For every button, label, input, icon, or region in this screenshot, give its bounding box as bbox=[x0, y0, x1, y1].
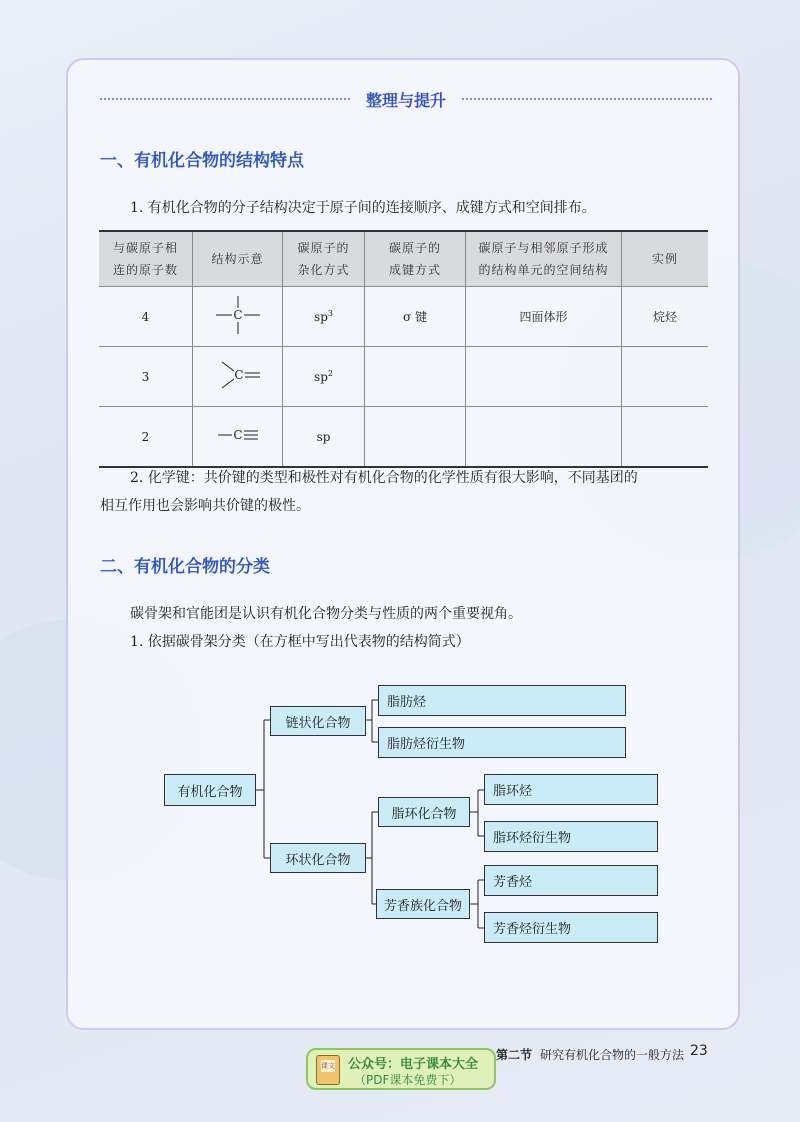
tree-alicyclic-child-box[interactable]: 脂环烃 bbox=[484, 774, 658, 805]
banner-line1: 公众号：电子课本大全 bbox=[348, 1057, 479, 1072]
tree-aromatic-child-box[interactable]: 芳香烃衍生物 bbox=[484, 912, 658, 943]
cell-example: 烷烃 bbox=[622, 287, 709, 347]
section2-heading: 二、有机化合物的分类 bbox=[100, 557, 270, 577]
section1-point2-line1: 2. 化学键：共价键的类型和极性对有机化合物的化学性质有很大影响，不同基团的 bbox=[130, 470, 638, 486]
tree-alicyclic-box: 脂环化合物 bbox=[378, 797, 470, 827]
header-bond-type: 碳原子的 成键方式 bbox=[365, 231, 466, 287]
tree-aromatic-box: 芳香族化合物 bbox=[376, 889, 470, 919]
page-title: 整理与提升 bbox=[365, 91, 446, 110]
cell-shape: 四面体形 bbox=[466, 287, 622, 347]
cell-count: 4 bbox=[99, 287, 193, 347]
svg-text:C: C bbox=[232, 428, 243, 442]
tree-chain-child-box[interactable]: 脂肪烃衍生物 bbox=[378, 727, 626, 758]
cell-hybrid: sp bbox=[283, 407, 365, 468]
header-spatial: 碳原子与相邻原子形成 的结构单元的空间结构 bbox=[466, 231, 622, 287]
footer-section: 第二节 bbox=[496, 1048, 533, 1062]
section2-intro: 碳骨架和官能团是认识有机化合物分类与性质的两个重要视角。 bbox=[130, 606, 522, 622]
book-icon: 课文 bbox=[316, 1055, 340, 1085]
section1-heading: 一、有机化合物的结构特点 bbox=[100, 151, 304, 171]
page-number: 23 bbox=[690, 1043, 708, 1059]
tree-aromatic-child-box[interactable]: 芳香烃 bbox=[484, 865, 658, 896]
watermark-banner bbox=[306, 1048, 496, 1090]
section1-point1: 1. 有机化合物的分子结构决定于原子间的连接顺序、成键方式和空间排布。 bbox=[130, 200, 596, 216]
svg-text:C: C bbox=[233, 368, 244, 382]
cell-hybrid: $sp^3$ bbox=[283, 287, 365, 347]
tree-chain-child-box[interactable]: 脂肪烃 bbox=[378, 685, 626, 716]
header-structure: 结构示意 bbox=[193, 231, 283, 287]
cell-hybrid: $sp^2$ bbox=[283, 347, 365, 407]
tree-chain-box: 链状化合物 bbox=[270, 706, 366, 736]
svg-text:C: C bbox=[232, 308, 243, 322]
cell-count: 2 bbox=[99, 407, 193, 468]
section1-point2-line2: 相互作用也会影响共价键的极性。 bbox=[100, 498, 310, 514]
banner-line2: （PDF课本免费下） bbox=[354, 1073, 462, 1087]
tree-ring-box: 环状化合物 bbox=[270, 843, 366, 873]
cell-bond: σ 键 bbox=[365, 287, 466, 347]
header-count: 与碳原子相 连的原子数 bbox=[99, 231, 193, 287]
tree-root-box: 有机化合物 bbox=[164, 774, 256, 806]
cell-count: 3 bbox=[99, 347, 193, 407]
tree-alicyclic-child-box[interactable]: 脂环烃衍生物 bbox=[484, 821, 658, 852]
header-example: 实例 bbox=[622, 231, 709, 287]
section2-point1: 1. 依据碳骨架分类（在方框中写出代表物的结构简式） bbox=[130, 634, 470, 650]
header-hybridization: 碳原子的 杂化方式 bbox=[283, 231, 365, 287]
footer-chapter: 研究有机化合物的一般方法 bbox=[540, 1048, 685, 1062]
